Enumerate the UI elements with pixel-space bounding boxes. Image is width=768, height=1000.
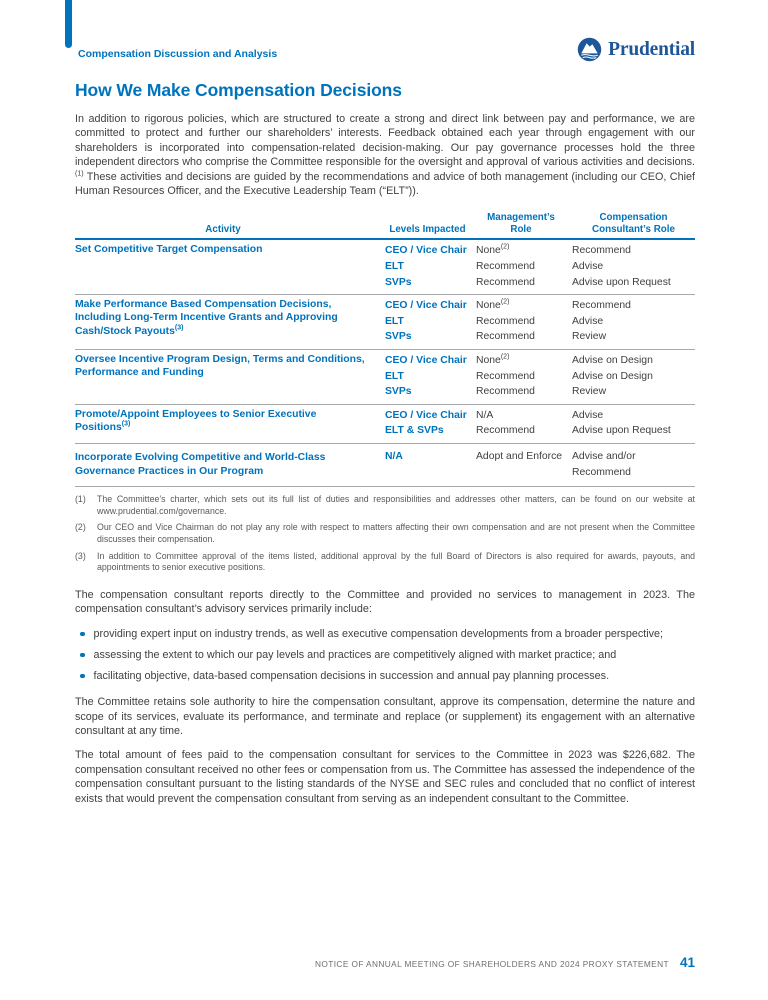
level-impacted-cell: CEO / Vice Chair xyxy=(385,409,467,421)
table-sub-row xyxy=(385,353,695,369)
consultant-role-cell: Advise upon Request xyxy=(572,425,671,437)
sub-rows xyxy=(385,353,695,400)
table-row xyxy=(75,295,695,350)
management-role-text: Adopt and Enforce xyxy=(476,450,563,462)
activity-footnote-ref: (3) xyxy=(121,420,131,428)
consultant-role-cell: Advise on Design xyxy=(572,355,653,366)
consultant-services-paragraph: The compensation consultant reports directly to the Committee and provided no services to management in 2023. The compensation consultant’s advisory services primarily include: xyxy=(75,588,695,616)
activity-footnote-ref: (3) xyxy=(174,324,184,332)
table-sub-row xyxy=(385,298,695,314)
management-footnote-ref: (2) xyxy=(500,353,510,361)
bullet-item xyxy=(75,648,695,662)
footnote xyxy=(75,494,695,517)
page-title: How We Make Compensation Decisions xyxy=(75,80,402,100)
footnotes xyxy=(75,494,695,574)
level-impacted-cell: SVPs xyxy=(385,386,412,398)
table-row xyxy=(75,405,695,444)
management-role-cell xyxy=(476,243,572,259)
footnote-number: (3) xyxy=(75,550,86,561)
intro-paragraph xyxy=(75,112,695,198)
management-role-text: Recommend xyxy=(476,425,535,437)
management-role-cell xyxy=(476,259,572,275)
bullet-item xyxy=(75,669,695,683)
footnote-text: The Committee’s charter, which sets out its full list of duties and responsibilities and addresses other matters, can be found on our website at www.prudential.com/governance. xyxy=(97,494,695,516)
consultant-fees-paragraph: The total amount of fees paid to the compensation consultant for services to the Committee in 2023 was $226,682. The compensation consultant received no other fees or compensation from us. The Committee has assessed the independence of the compensation consultant pursuant to the listing standards of the NYSE and SEC rules and concluded that no conflict of interest exists that would prevent the compensation consultant from serving as an independent consultant to the Committee. xyxy=(75,749,695,805)
activity-text: Promote/Appoint Employees to Senior Executive Positions xyxy=(75,408,317,433)
table-sub-row xyxy=(385,243,695,259)
level-impacted-cell: SVPs xyxy=(385,331,412,343)
table-sub-row xyxy=(385,369,695,385)
management-role-cell xyxy=(476,408,572,424)
activity-text: Set Competitive Target Compensation xyxy=(75,244,263,256)
bullet-text: facilitating objective, data-based compensation decisions in succession and annual pay planning processes. xyxy=(93,669,610,682)
activity-cell xyxy=(75,243,385,290)
bullet-item xyxy=(75,627,695,641)
table-row xyxy=(75,444,695,487)
table-sub-row xyxy=(385,423,695,439)
consultant-role-cell: Advise xyxy=(572,409,604,421)
level-impacted-cell: ELT xyxy=(385,370,404,382)
activity-text: Oversee Incentive Program Design, Terms and Conditions, Performance and Funding xyxy=(75,354,365,379)
bullet-text: assessing the extent to which our pay levels and practices are competitively aligned with market practice; and xyxy=(93,648,617,661)
sub-rows xyxy=(385,408,695,439)
level-impacted-cell: CEO / Vice Chair xyxy=(385,245,467,257)
level-impacted-cell: CEO / Vice Chair xyxy=(385,300,467,312)
activity-cell xyxy=(75,353,385,400)
page-footer xyxy=(315,955,695,970)
management-role-text: N/A xyxy=(476,409,494,421)
footnote-ref-1: (1) xyxy=(75,170,84,178)
column-header-consultants-role: Compensation Consultant’s Role xyxy=(592,212,675,235)
table-sub-row xyxy=(385,314,695,330)
section-eyebrow: Compensation Discussion and Analysis xyxy=(78,48,278,60)
main-content xyxy=(0,80,768,806)
management-role-cell xyxy=(476,449,572,480)
management-role-text: Recommend xyxy=(476,261,535,273)
management-role-text: None xyxy=(476,245,501,257)
accent-bar xyxy=(65,0,72,48)
level-impacted-cell: SVPs xyxy=(385,276,412,288)
activity-cell xyxy=(75,408,385,439)
management-role-text: Recommend xyxy=(476,276,535,288)
consultant-role-cell: Advise on Design xyxy=(572,370,653,382)
table-row xyxy=(75,350,695,405)
column-header-managements-role: Management’s Role xyxy=(487,212,555,235)
rock-of-gibraltar-icon xyxy=(577,37,602,62)
footnote xyxy=(75,551,695,574)
brand-wordmark: Prudential xyxy=(608,38,695,60)
consultant-role-cell: Advise xyxy=(572,261,604,273)
sub-rows xyxy=(385,243,695,290)
management-role-cell xyxy=(476,314,572,330)
footnote-number: (2) xyxy=(75,522,86,533)
table-sub-row xyxy=(385,449,695,480)
table-sub-row xyxy=(385,275,695,291)
decision-table-header xyxy=(75,212,695,240)
footnote-text: Our CEO and Vice Chairman do not play any role with respect to matters affecting their own compensation and are not present when the Committee discusses their compensation. xyxy=(97,522,695,544)
intro-text-2: These activities and decisions are guided by the recommendations and advice of both management (including our CEO, Chief Human Resources Officer, and the Executive Leadership Team (“ELT”)). xyxy=(75,170,695,198)
management-role-text: Recommend xyxy=(476,331,535,343)
management-role-text: None xyxy=(476,300,501,312)
level-impacted-cell: ELT & SVPs xyxy=(385,425,444,437)
column-header-levels-impacted: Levels Impacted xyxy=(389,223,466,235)
management-role-text: Recommend xyxy=(476,315,535,327)
consultant-role-cell: Advise and/or Recommend xyxy=(572,450,636,478)
management-role-cell xyxy=(476,298,572,314)
consultant-role-cell: Recommend xyxy=(572,300,631,312)
decision-table xyxy=(75,212,695,487)
advisory-services-list xyxy=(75,627,695,684)
management-role-text: Recommend xyxy=(476,386,535,398)
column-header-activity: Activity xyxy=(205,223,241,235)
prudential-logo xyxy=(577,37,695,62)
table-sub-row xyxy=(385,384,695,400)
management-footnote-ref: (2) xyxy=(500,298,510,306)
table-sub-row xyxy=(385,259,695,275)
management-role-cell xyxy=(476,275,572,291)
management-role-cell xyxy=(476,423,572,439)
footer-text: NOTICE OF ANNUAL MEETING OF SHAREHOLDERS AND 2024 PROXY STATEMENT xyxy=(315,959,669,969)
activity-text: Incorporate Evolving Competitive and World-Class Governance Practices in Our Program xyxy=(75,452,326,477)
consultant-role-cell: Review xyxy=(572,331,607,343)
management-role-cell xyxy=(476,329,572,345)
table-sub-row xyxy=(385,408,695,424)
bullet-icon xyxy=(80,632,85,637)
activity-text: Make Performance Based Compensation Decisions, Including Long-Term Incentive Grants and Approving Cash/Stock Payouts xyxy=(75,299,338,337)
table-row xyxy=(75,240,695,295)
intro-text-1: In addition to rigorous policies, which are structured to create a strong and direct link between pay and performance, we are committed to protect and further our shareholders’ interests. Feedback obtained each year through engagement with our shareholders is incorporated into compensation-related decision-making. Our pay governance processes hold the three independent directors who comprise the Committee responsible for the oversight and approval of various activities and decisions. xyxy=(75,113,695,169)
consultant-role-cell: Advise upon Request xyxy=(572,276,671,288)
consultant-role-cell: Review xyxy=(572,386,607,398)
decision-table-body xyxy=(75,240,695,487)
level-impacted-cell: CEO / Vice Chair xyxy=(385,355,467,366)
consultant-role-cell: Advise xyxy=(572,315,604,327)
bullet-icon xyxy=(80,674,85,679)
table-sub-row xyxy=(385,329,695,345)
footnote-number: (1) xyxy=(75,494,86,505)
bullet-icon xyxy=(80,653,85,658)
management-role-cell xyxy=(476,369,572,385)
management-role-text: None xyxy=(476,355,501,366)
level-impacted-cell: N/A xyxy=(385,450,403,462)
page-header xyxy=(0,0,768,62)
page-number: 41 xyxy=(679,955,695,970)
footnote-text: In addition to Committee approval of the items listed, additional approval by the full Board of Directors is also required for awards, payouts, and appointments to senior executive positions. xyxy=(97,550,695,573)
activity-cell xyxy=(75,298,385,345)
management-footnote-ref: (2) xyxy=(500,243,510,251)
management-role-cell xyxy=(476,384,572,400)
sub-rows xyxy=(385,298,695,345)
consultant-role-cell: Recommend xyxy=(572,245,631,257)
level-impacted-cell: ELT xyxy=(385,315,404,327)
bullet-text: providing expert input on industry trends, as well as executive compensation developments from a broader perspective; xyxy=(93,627,664,640)
sub-rows xyxy=(385,449,695,480)
management-role-cell xyxy=(476,353,572,369)
footnote xyxy=(75,522,695,545)
activity-cell xyxy=(75,451,385,477)
level-impacted-cell: ELT xyxy=(385,261,404,273)
management-role-text: Recommend xyxy=(476,370,535,382)
committee-authority-paragraph: The Committee retains sole authority to hire the compensation consultant, approve its compensation, determine the nature and scope of its services, evaluate its performance, and terminate and replace (or supplement) its engagement with an alternative consultant at any time. xyxy=(75,696,695,737)
